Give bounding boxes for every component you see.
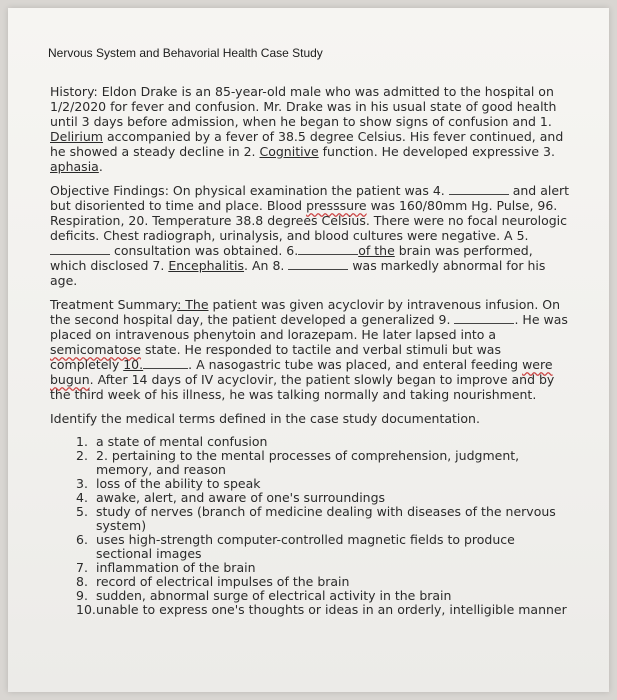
misspelled-word: were bugun <box>50 357 553 387</box>
definition-number: 1. <box>76 434 88 449</box>
definition-item <box>76 561 570 575</box>
definition-text: loss of the ability to speak <box>96 476 261 491</box>
definition-text: sudden, abnormal surge of electrical activity in the brain <box>96 588 452 603</box>
treatment-paragraph <box>50 297 570 402</box>
definition-number: 4. <box>76 490 88 505</box>
treatment-underline: : The <box>177 297 209 312</box>
definition-number: 7. <box>76 560 88 575</box>
treatment-text: Treatment Summary <box>50 297 178 312</box>
definition-number: 3. <box>76 476 88 491</box>
term-cognitive: Cognitive <box>259 144 319 159</box>
definition-item <box>76 491 570 505</box>
definition-text: study of nerves (branch of medicine dealing with diseases of the nervous system) <box>96 504 556 533</box>
blank-4[interactable] <box>449 184 509 195</box>
definition-text: uses high-strength computer-controlled magnetic fields to produce sectional images <box>96 532 515 561</box>
history-text: accompanied by a fever of 38.5 degree Celsius. His fever continued, and he showed a steady decline in 2. <box>50 129 564 159</box>
history-text: History: Eldon Drake is an 85-year-old male who was admitted to the hospital on 1/2/2020 for fever and confusion. Mr. Drake was in his usual state of good health until 3 days before admission, when he began to show signs of confusion and 1. <box>50 84 557 129</box>
definition-text: a state of mental confusion <box>96 434 268 449</box>
history-text: . <box>98 159 103 174</box>
definition-text: record of electrical impulses of the brain <box>96 574 350 589</box>
term-semicomatose: semicomatose <box>50 342 141 357</box>
treatment-text: state. He responded to tactile and verbal stimuli but was completely <box>50 342 501 372</box>
definition-text: 2. pertaining to the mental processes of comprehension, judgment, memory, and reason <box>96 448 520 477</box>
instruction-text: Identify the medical terms defined in the case study documentation. <box>50 411 480 426</box>
definition-item <box>76 435 570 449</box>
definition-number: 10. <box>76 602 96 617</box>
term-encephalitis: Encephalitis <box>168 258 245 273</box>
blank-9[interactable] <box>454 313 514 324</box>
term-delirium: Delirium <box>50 129 103 144</box>
definition-item <box>76 505 570 533</box>
document-page <box>8 8 609 692</box>
treatment-text: . After 14 days of IV acyclovir, the patient slowly began to improve and by the third week of his illness, he was talking normally and taking nourishment. <box>50 372 555 402</box>
history-text: function. He developed expressive 3. <box>318 144 555 159</box>
term-of-the: of the <box>358 243 395 258</box>
objective-text: and alert but disoriented to time and place. Blood <box>50 183 570 213</box>
case-study-body <box>50 84 570 617</box>
definition-item <box>76 477 570 491</box>
blank-8[interactable] <box>288 259 348 270</box>
definition-number: 5. <box>76 504 88 519</box>
objective-text: consultation was obtained. 6. <box>110 243 299 258</box>
history-paragraph <box>50 84 570 174</box>
definition-number: 2. <box>76 448 88 463</box>
definition-item <box>76 533 570 561</box>
definition-text: inflammation of the brain <box>96 560 256 575</box>
blank-10[interactable] <box>143 358 188 369</box>
definition-text: awake, alert, and aware of one's surroundings <box>96 490 386 505</box>
definition-text: unable to express one's thoughts or ideas in an orderly, intelligible manner <box>96 602 567 617</box>
document-title: Nervous System and Behavorial Health Case Study <box>48 46 323 60</box>
treatment-text: . He was placed on intravenous phenytoin and lorazepam. He later lapsed into a <box>50 312 568 342</box>
objective-text: . An 8. <box>244 258 289 273</box>
definitions-list <box>50 435 570 617</box>
blank-6[interactable] <box>298 244 358 255</box>
definition-number: 6. <box>76 532 88 547</box>
definition-number: 9. <box>76 588 88 603</box>
treatment-text: patient was given acyclovir by intravenous infusion. On the second hospital day, the patient developed a generalized 9. <box>50 297 561 327</box>
treatment-text: . A nasogastric tube was placed, and enteral feeding <box>188 357 523 372</box>
misspelled-word: presssure <box>306 198 367 213</box>
objective-text: Objective Findings: On physical examination the patient was 4. <box>50 183 449 198</box>
term-10: 10. <box>123 357 144 372</box>
objective-paragraph <box>50 183 570 288</box>
definition-number: 8. <box>76 574 88 589</box>
definition-item <box>76 603 570 617</box>
definition-item <box>76 575 570 589</box>
definition-item <box>76 449 570 477</box>
objective-text: was markedly abnormal for his age. <box>50 258 546 288</box>
blank-5[interactable] <box>50 244 110 255</box>
definition-item <box>76 589 570 603</box>
objective-text: brain was performed, which disclosed 7. <box>50 243 533 273</box>
objective-text: was 160/80mm Hg. Pulse, 96. Respiration, 20. Temperature 38.8 degrees Celsius. There were no focal neurologic deficits. Chest radiograph, urinalysis, and blood cultures were negative. A 5. <box>50 198 568 243</box>
term-aphasia: aphasia <box>50 159 99 174</box>
